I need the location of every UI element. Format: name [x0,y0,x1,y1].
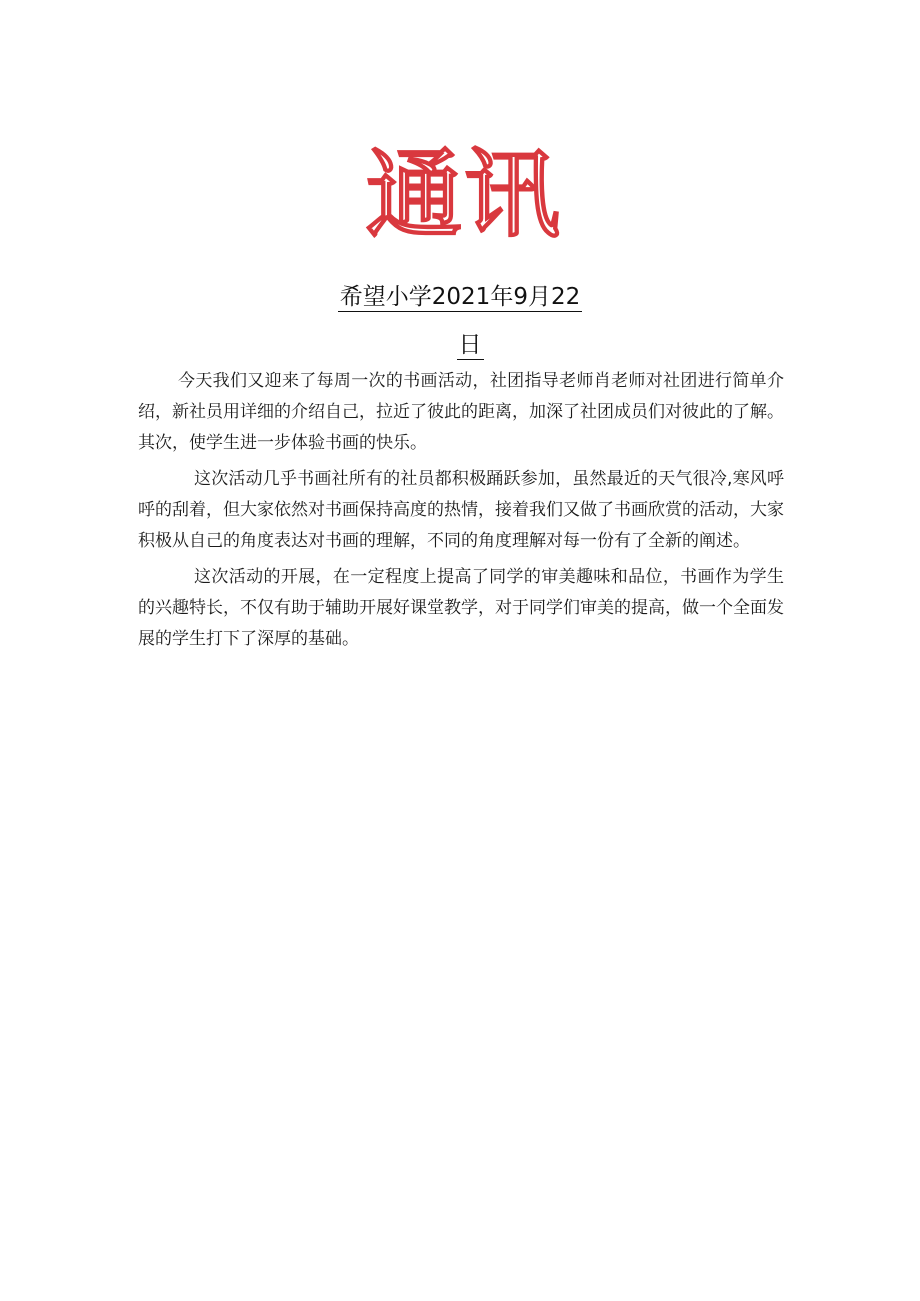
dateline-text-1: 希望小学2021年9月22 [339,284,581,310]
dateline-second-line [0,326,920,359]
masthead-title: 通讯 [366,138,562,251]
masthead [0,140,920,250]
article-paragraph: 这次活动几乎书画社所有的社员都积极踊跃参加，虽然最近的天气很冷,寒风呼呼的刮着，但大家依然对书画保持高度的热情，接着我们又做了书画欣赏的活动，大家积极从自己的角度表达对书画的理解，不同的角度理解对每一份有了全新的阐述。 [138,469,784,551]
article-paragraph: 今天我们又迎来了每周一次的书画活动，社团指导老师肖老师对社团进行简单介绍，新社员用详细的介绍自己，拉近了彼此的距离，加深了社团成员们对彼此的了解。其次，使学生进一步体验书画的快乐。 [138,371,784,453]
article-body [138,366,784,660]
dateline-text-2: 日 [458,332,482,358]
article-paragraph: 这次活动的开展，在一定程度上提高了同学的审美趣味和品位，书画作为学生的兴趣特长，不仅有助于辅助开展好课堂教学，对于同学们审美的提高，做一个全面发展的学生打下了深厚的基础。 [138,567,784,649]
dateline-first-line [0,278,920,311]
